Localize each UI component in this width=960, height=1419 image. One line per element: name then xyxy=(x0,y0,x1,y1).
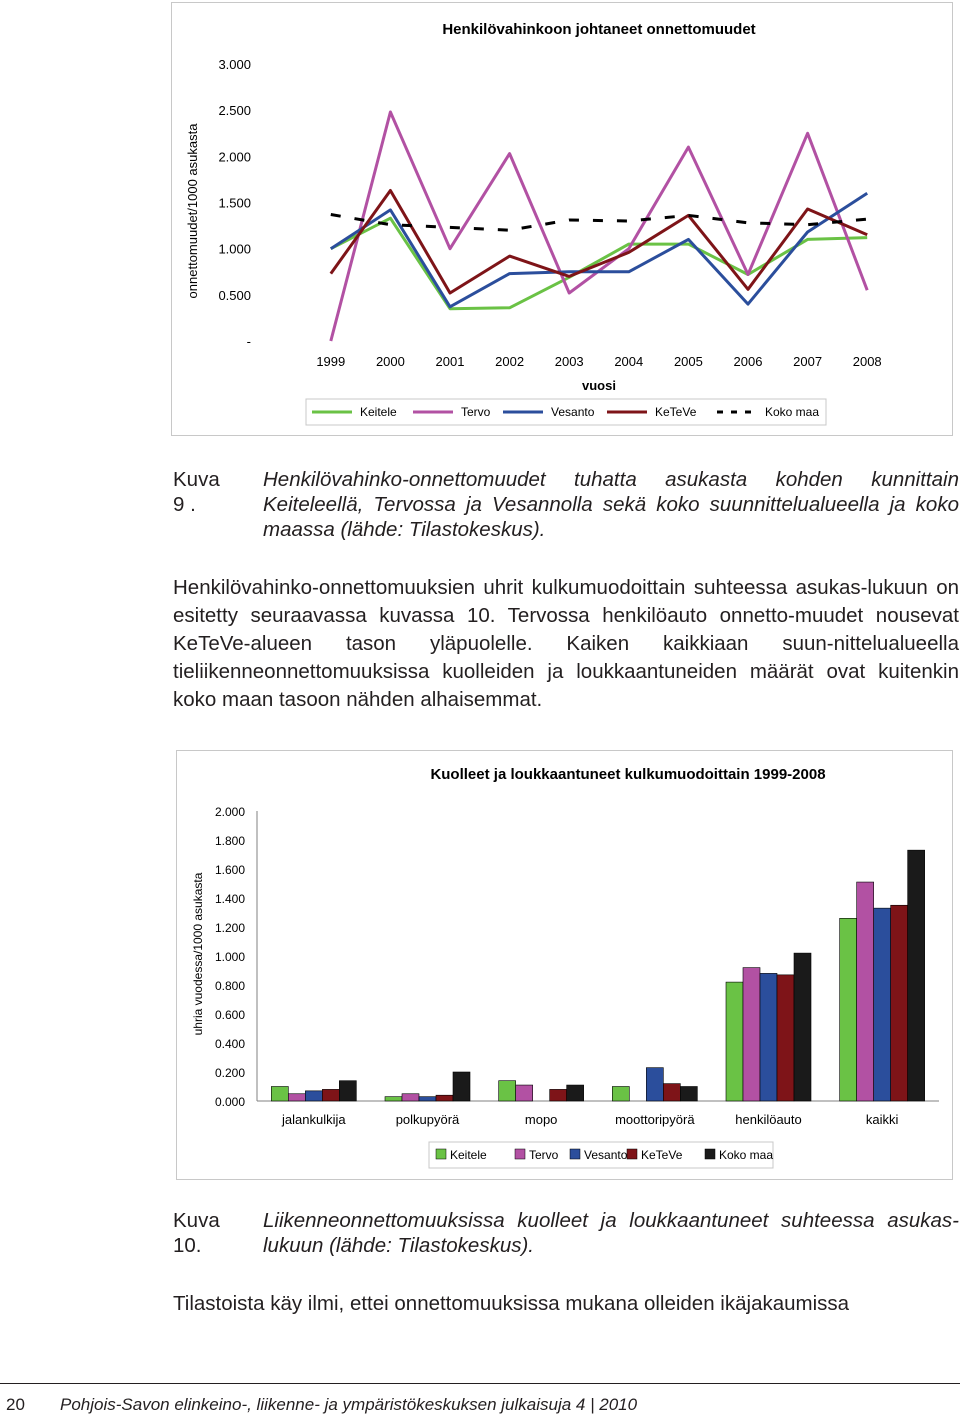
bar xyxy=(516,1085,533,1101)
bar xyxy=(891,905,908,1101)
y-tick-label: 0.400 xyxy=(214,1037,245,1051)
y-tick-label: 1.600 xyxy=(214,863,245,877)
legend-swatch xyxy=(705,1149,715,1159)
bar xyxy=(436,1095,453,1101)
bar xyxy=(646,1068,663,1101)
y-tick-label: 2.000 xyxy=(214,805,245,819)
bar xyxy=(908,850,925,1101)
x-tick-label: 2005 xyxy=(673,354,703,369)
y-tick-label: 0.000 xyxy=(214,1095,245,1109)
caption-number: Kuva 10. xyxy=(173,1209,220,1257)
x-tick-label: 2002 xyxy=(495,354,525,369)
x-tick-label: henkilöauto xyxy=(735,1112,802,1127)
legend-swatch xyxy=(570,1149,580,1159)
bar xyxy=(322,1089,339,1101)
y-tick-label: 1.000 xyxy=(218,241,251,257)
y-tick-label: 1.800 xyxy=(214,834,245,848)
y-tick-label: 3.000 xyxy=(218,57,251,72)
legend-label: Tervo xyxy=(529,1148,559,1162)
y-tick-label: 0.500 xyxy=(218,287,251,303)
x-tick-label: 2001 xyxy=(435,354,465,369)
x-tick-label: 2007 xyxy=(793,354,823,369)
line-chart-figure xyxy=(171,2,953,436)
footer-rule xyxy=(0,1383,960,1384)
y-tick-label: 1.500 xyxy=(218,195,251,211)
legend-label: KeTeVe xyxy=(655,405,697,419)
y-tick-label: 1.000 xyxy=(214,950,245,964)
y-axis-label: onnettomuudet/1000 asukasta xyxy=(185,123,200,299)
legend-label: Koko maa xyxy=(719,1148,774,1162)
legend-label: Keitele xyxy=(450,1148,487,1162)
bar xyxy=(857,882,874,1101)
x-tick-label: 2004 xyxy=(614,354,644,369)
caption-text: Henkilövahinko-onnettomuudet tuhatta asukasta kohden kunnittain Keiteleellä, Tervossa ja Vesannolla sekä koko suunnittelualueella ja koko maassa (lähde: Tilastokeskus). xyxy=(263,468,959,541)
page-number: 20 xyxy=(6,1395,25,1414)
legend-label: KeTeVe xyxy=(641,1148,683,1162)
x-axis-label: vuosi xyxy=(582,378,616,393)
y-tick-label: 2.000 xyxy=(218,149,251,165)
bar xyxy=(680,1087,697,1102)
x-tick-label: mopo xyxy=(524,1112,558,1127)
y-tick-label: 1.200 xyxy=(214,921,245,935)
bar xyxy=(419,1097,436,1101)
legend-label: Vesanto xyxy=(551,405,595,419)
x-tick-label: 2006 xyxy=(733,354,763,369)
line-chart-svg xyxy=(172,3,952,435)
legend-label: Vesanto xyxy=(584,1148,628,1162)
legend-swatch xyxy=(627,1149,637,1159)
y-axis-label: uhria vuodessa/1000 asukasta xyxy=(191,872,205,1036)
bar xyxy=(567,1085,584,1101)
x-tick-label: 2008 xyxy=(852,354,882,369)
bar xyxy=(663,1084,680,1101)
bar xyxy=(339,1081,356,1101)
y-tick-label: 0.600 xyxy=(214,1008,245,1022)
bar xyxy=(612,1087,629,1102)
bar xyxy=(453,1072,470,1101)
legend-swatch xyxy=(515,1149,525,1159)
bar xyxy=(271,1087,288,1102)
y-tick-label: - xyxy=(246,334,251,349)
y-tick-label: 2.500 xyxy=(218,103,251,119)
legend-swatch xyxy=(436,1149,446,1159)
bar-chart-figure xyxy=(176,750,953,1180)
bar xyxy=(402,1094,419,1101)
x-tick-label: 1999 xyxy=(316,354,346,369)
body-paragraph: Tilastoista käy ilmi, ettei onnettomuuksissa mukana olleiden ikäjakaumissa xyxy=(173,1292,850,1315)
legend-label: Keitele xyxy=(360,405,397,419)
bar-chart-svg xyxy=(177,751,952,1179)
y-tick-label: 1.400 xyxy=(214,892,245,906)
bar xyxy=(726,982,743,1101)
bar xyxy=(385,1097,402,1101)
bar xyxy=(777,975,794,1101)
chart-title: Kuolleet ja loukkaantuneet kulkumuodoittain 1999-2008 xyxy=(430,766,826,783)
bar xyxy=(874,908,891,1101)
y-tick-label: 0.200 xyxy=(214,1066,245,1080)
x-tick-label: polkupyörä xyxy=(395,1112,460,1127)
bar xyxy=(288,1094,305,1101)
legend-label: Tervo xyxy=(461,405,491,419)
bar xyxy=(840,918,857,1101)
bar xyxy=(550,1089,567,1101)
bar xyxy=(305,1091,322,1101)
y-tick-label: 0.800 xyxy=(214,979,245,993)
bar xyxy=(499,1081,516,1101)
caption-number: Kuva 9 . xyxy=(173,468,220,516)
x-tick-label: 2003 xyxy=(554,354,584,369)
bar xyxy=(760,973,777,1101)
legend-label: Koko maa xyxy=(765,405,820,419)
x-tick-label: 2000 xyxy=(375,354,405,369)
publication-title: Pohjois-Savon elinkeino-, liikenne- ja ympäristökeskuksen julkaisuja 4 | 2010 xyxy=(60,1395,638,1414)
bar xyxy=(743,968,760,1101)
x-tick-label: moottoripyörä xyxy=(615,1112,695,1127)
chart-title: Henkilövahinkoon johtaneet onnettomuudet xyxy=(442,21,756,38)
caption-text: Liikenneonnettomuuksissa kuolleet ja loukkaantuneet suhteessa asukas-lukuun (lähde: Tilastokeskus). xyxy=(263,1209,959,1257)
x-tick-label: kaikki xyxy=(865,1112,899,1127)
bar xyxy=(794,953,811,1101)
body-paragraph: Henkilövahinko-onnettomuuksien uhrit kulkumuodoittain suhteessa asukas-lukuun on esitetty seuraavassa kuvassa 10. Tervossa henkilöauto onnetto-muudet nousevat KeTeVe-alueen tason yläpuolelle. Kaiken kaikkiaan suun-nittelualueella tieliikenneonnettomuuksissa kuolleiden ja loukkaantuneiden määrät ovat kuitenkin koko maan tasoon nähden alhaisemmat. xyxy=(173,576,959,711)
x-tick-label: jalankulkija xyxy=(282,1112,346,1127)
